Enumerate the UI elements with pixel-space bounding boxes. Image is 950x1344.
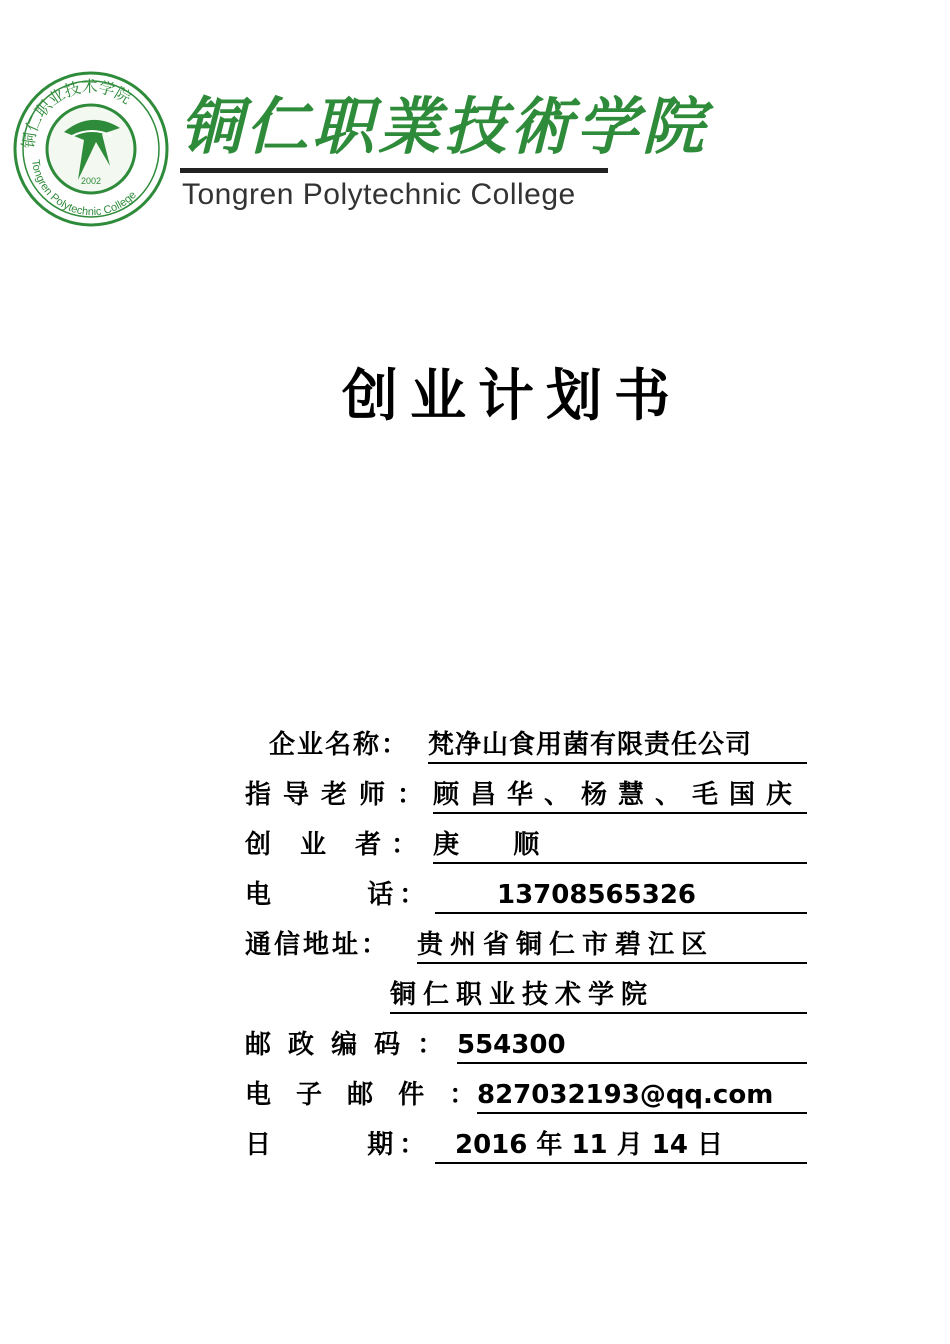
- seal-year: 2002: [80, 176, 102, 186]
- founder-row: [245, 828, 807, 878]
- address-row: [245, 928, 807, 978]
- phone-value: 13708565326: [435, 878, 807, 914]
- founder-label: 创 业 者：: [245, 830, 428, 860]
- phone-row: [245, 878, 807, 928]
- date-row: [245, 1128, 807, 1178]
- date-value: 2016 年 11 月 14 日: [435, 1128, 807, 1164]
- company-row: [245, 728, 807, 778]
- logo-divider: [180, 168, 608, 173]
- company-value: 梵净山食用菌有限责任公司: [428, 728, 807, 764]
- address-value-2: 铜仁职业技术学院: [390, 978, 807, 1014]
- address-label: 通信地址：: [245, 930, 391, 960]
- seal-text-en: Tongren Polytechnic College: [28, 158, 139, 219]
- advisor-value: 顾昌华、杨慧、毛国庆: [433, 778, 807, 814]
- college-name-cn: 铜仁职業技術学院: [180, 90, 709, 163]
- advisor-row: [245, 778, 807, 828]
- phone-label: 电 话：: [245, 880, 432, 910]
- company-label: 企业名称：: [269, 730, 410, 760]
- address-value-1: 贵州省铜仁市碧江区: [417, 928, 807, 964]
- document-title: 创业计划书: [342, 364, 682, 429]
- email-row: [245, 1078, 807, 1128]
- advisor-label: 指导老师：: [245, 780, 436, 810]
- email-label: 电 子 邮 件 ：: [245, 1080, 484, 1110]
- college-name-en: Tongren Polytechnic College: [182, 178, 576, 211]
- date-label: 日 期：: [245, 1130, 432, 1160]
- postcode-row: [245, 1028, 807, 1078]
- email-value: 827032193@qq.com: [477, 1078, 807, 1114]
- address-row-2: [245, 978, 807, 1028]
- college-seal-icon: [12, 70, 170, 228]
- postcode-value: 554300: [457, 1028, 807, 1064]
- seal-text: 铜仁职业技术学院: [18, 76, 135, 150]
- info-block: [245, 728, 807, 1178]
- postcode-label: 邮 政 编 码 ：: [245, 1030, 448, 1060]
- founder-value: 庚 顺: [433, 828, 807, 864]
